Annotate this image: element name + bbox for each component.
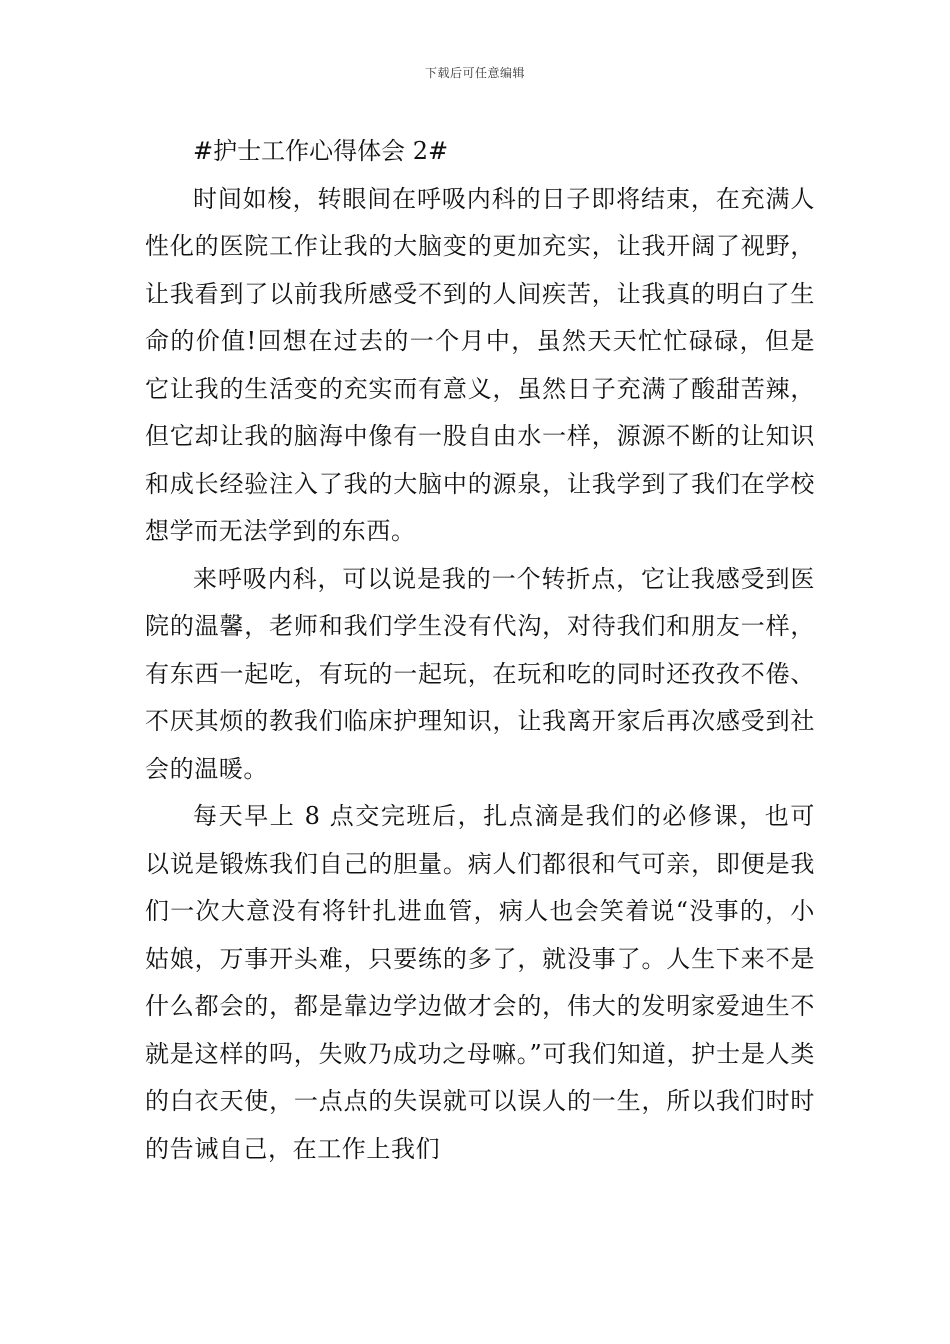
paragraph-1: 时间如梭，转眼间在呼吸内科的日子即将结束，在充满人性化的医院工作让我的大脑变的更加充实，让我开阔了视野，让我看到了以前我所感受不到的人间疾苦，让我真的明白了生命的价值!回想在过去的一个月中，虽然天天忙忙碌碌，但是它让我的生活变的充实而有意义，虽然日子充满了酸甜苦辣，但它却让我的脑海中像有一股自由水一样，源源不断的让知识和成长经验注入了我的大脑中的源泉，让我学到了我们在学校想学而无法学到的东西。 [145, 184, 815, 545]
document-heading: #护士工作心得体会 2# [193, 137, 449, 165]
paragraph-3: 每天早上 8 点交完班后，扎点滴是我们的必修课，也可以说是锻炼我们自己的胆量。病人们都很和气可亲，即便是我们一次大意没有将针扎进血管，病人也会笑着说“没事的，小姑娘，万事开头难，只要练的多了，就没事了。人生下来不是什么都会的，都是靠边学边做才会的，伟大的发明家爱迪生不就是这样的吗，失败乃成功之母嘛。”可我们知道，护士是人类的白衣天使，一点点的失误就可以误人的一生，所以我们时时的告诫自己，在工作上我们 [145, 802, 815, 1163]
page-header: 下载后可任意编辑 [424, 66, 525, 80]
document-body [145, 128, 815, 1173]
paragraph-2: 来呼吸内科，可以说是我的一个转折点，它让我感受到医院的温馨，老师和我们学生没有代沟，对待我们和朋友一样，有东西一起吃，有玩的一起玩，在玩和吃的同时还孜孜不倦、不厌其烦的教我们临床护理知识，让我离开家后再次感受到社会的温暖。 [145, 564, 815, 783]
